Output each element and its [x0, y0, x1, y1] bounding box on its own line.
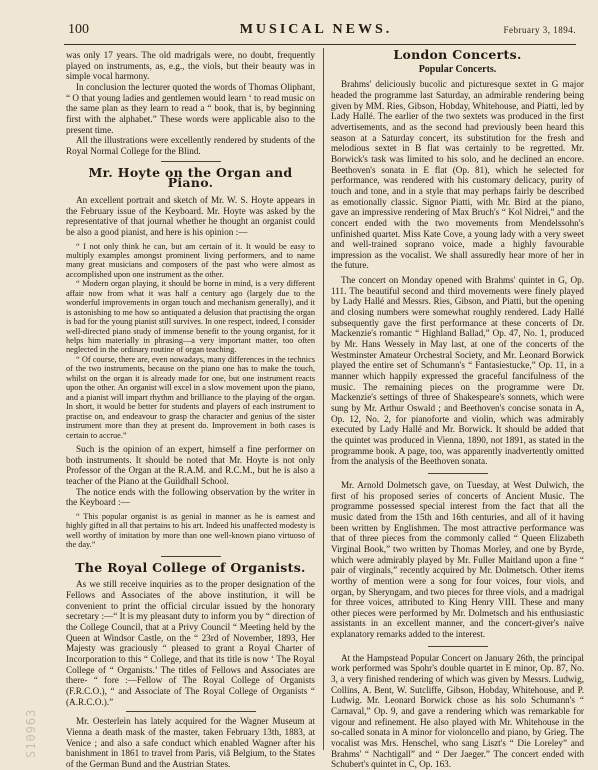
quote-paragraph: “ This popular organist is as genial in manner as he is earnest and highly gifted in all that pertains to his art. Indeed his unaffected modesty is well worthy of imitation by more than one well-known piano virtuoso of the day.”	[66, 511, 315, 550]
section-heading: London Concerts.	[393, 47, 522, 62]
header-rule	[64, 44, 576, 45]
paragraph: was only 17 years. The old madrigals were, no doubt, frequently played on instruments, as, e.g., the viols, but their beauty was in simple vocal harmony.	[66, 50, 315, 82]
paragraph: Such is the opinion of an expert, himself a fine performer on both instruments. It should be noted that Mr. Hoyte is not only Professor of the Organ at the R.A.M. and R.C.M., but he is also a teacher of the Piano at the Guildhall School.	[66, 444, 315, 486]
left-column	[66, 50, 315, 769]
paragraph: All the illustrations were excellently rendered by students of the Royal Normal College for the Blind.	[66, 135, 315, 156]
paragraph: The concert on Monday opened with Brahms' quintet in G, Op. 111. The beautiful second and third movements were finely played by Lady Hallé and Messrs. Ries, Gibson, and Piatti, but the opening and closing numbers were somewhat roughly rendered. Lady Hallé subsequently gave the first performance at these concerts of Dr. Mackenzie's romantic “ Highland Ballad,” Op. 47, No. 1, produced by Mr. Hans Wessely in May last, at one of the concerts of the Westminster Amateur Orchestral Society, and Mr. Leonard Borwick played the entire set of Schumann's “ Fantasiestucke,” Op. 11, in a manner which happily expressed the graceful fancifulness of the music. The remaining pieces on the programme were Dr. Mackenzie's settings of three of Shakespeare's sonnets, which were sung by Mr. Arthur Oswald ; and Beethoven's concise sonata in A, Op. 12, No. 2, for pianoforte and violin, which was admirably executed by Lady Hallé and Mr. Borwick. It should be added that the quintet was produced in Vienna, 1890, not 1891, as stated in the programme book. A page, too, was apparently inadvertently omitted from the analysis of the Beethoven sonata.	[331, 275, 584, 467]
library-stamp: S10963	[24, 708, 38, 758]
paragraph: An excellent portrait and sketch of Mr. W. S. Hoyte appears in the February issue of the Keyboard. Mr. Hoyte was asked by the representative of that journal whether he thought an organist could be also a good pianist, and here is his opinion :—	[66, 194, 315, 237]
quotation	[66, 512, 315, 550]
paragraph: In conclusion the lecturer quoted the words of Thomas Oliphant, “ O that young ladies and gentlemen would learn ‘ to read music on the same plan as they learn to read a “ book, that is, by beginning first with the alphabet.” These words were applicable also to the present time.	[66, 81, 315, 135]
publication-title: MUSICAL NEWS.	[239, 22, 393, 37]
paragraph: The notice ends with the following observation by the writer in the Keyboard :—	[66, 486, 315, 508]
page-number: 100	[68, 22, 89, 37]
quote-paragraph: “ Of course, there are, even nowadays, many differences in the technics of the two instruments, because on the piano one has to make the touch, whilst on the organ it is already made for one, but one instrument reacts upon the other. An organist will excel in a slow movement upon the piano, and a pianist will impart rhythm and brilliance to the playing of the organ. In short, it would be better for students and players of each instrument to practise on, and endeavour to grasp the character and genius of the sister instrument more than they at present do. Improvement in both cases is certain to accrue.”	[66, 354, 315, 440]
paragraph: Mr. Arnold Dolmetsch gave, on Tuesday, at West Dulwich, the first of his proposed series of concerts of Ancient Music. The programme possessed special interest from the fact that all the music dated from the 15th and 16th centuries, and all of it having been written by Englishmen. The most attractive performance was that of three pieces from the commonly called “ Queen Elizabeth Virginal Book,” two written by Thomas Morley, and one by Byrde, which were admirably played by Mr. Fuller Maitland upon a fine “ pair of virginals,” recently acquired by Mr. Dolmetsch. Other items worthy of mention were a song for four voices, four viols, and organ, by Sheryngam, and two pieces for three viols, and a madrigal for three voices, attributed to King Henry VIII. These and many other pieces were performed by Mr. Dolmetsch and his enthusiastic assistants in an excellent manner, and the concert-giver's naïve explanatory remarks added to the interest.	[331, 479, 584, 640]
quote-paragraph: “ Modern organ playing, it should be borne in mind, is a very different affair now from what it was half a century ago (largely due to the wonderful improvements in organ touch and mechanism generally), and it is astonishing to me how so antiquated a delusion that practising the organ is bad for the young pianist still survives. In one respect, indeed, I consider well-directed piano study of immense benefit to the young organist, for it helps him materially in phrasing—a very important matter, too often neglected in the ordinary routine of organ teaching.	[66, 279, 315, 355]
paragraph: Mr. Oesterlein has lately acquired for the Wagner Museum at Vienna a death mask of the master, taken February 13th, 1883, at Venice ; and also a safe conduct which enabled Wagner after his banishment in 1861 to travel from Paris, viâ Belgium, to the States of the German Bund and the Austrian States.	[66, 716, 315, 769]
paragraph: At the Hampstead Popular Concert on January 26th, the principal work performed was Spohr's double quartet in E minor, Op. 87, No. 3, a very finished rendering of which was given by Messrs. Ludwig, Collins, A. Bent, W. Sutcliffe, Gibson, Hobday, Whitehouse, and P. Ludwig. Mr. Leonard Borwick chose as his solo Schumann's “ Carnaval,” Op. 9, and gave a rendering which was remarkable for vigour and refinement. He also played with Mr. Whitehouse in the so-called sonata in A minor for violoncello and piano, by Grieg. The vocalist was Mrs. Henschel, who sang Liszt's “ Die Loreley” and Brahms' “ Nachtigall” and “ Der Jaeger.” The concert ended with Schubert's quintet in C, Op. 163.	[331, 652, 584, 770]
section-heading: Mr. Hoyte on the Organ and Piano.	[88, 164, 293, 191]
paragraph: Brahms' deliciously bucolic and picturesque sextet in G major headed the programme last Saturday, an admirable rendering being given by MM. Ries, Gibson, Hobday, Whitehouse, and Piatti, led by Lady Hallé. The earlier of the two sextets was produced in the first advertisements, and as the second had previously been heard this season at a Saturday concert, its substitution for the fresh and melodious sextet in B flat was certainly to be regretted. Mr. Borwick's task was limited to his solo, and he declined an encore. Beethoven's sonata in E flat (Op. 81), which he selected for performance, was rendered with his customary delicacy, purity of touch and tone, and in a style that may perhaps fairly be described as emotionally classic. Signor Piatti, with Mr. Bird at the piano, gave an impressive rendering of Max Bruch's “ Kol Nidrei,” and the concert ended with the two movements from Mendelssohn's unfinished quartet. Miss Kate Cove, a young lady with a very sweet and well-trained soprano voice, made a highly favourable impression as the vocalist. We shall assuredly hear more of her in the future.	[331, 79, 584, 271]
quotation	[66, 242, 315, 441]
column-divider	[323, 48, 324, 750]
sub-heading: Popular Concerts.	[418, 63, 497, 75]
paragraph: As we still receive inquiries as to the proper designation of the Fellows and Associates of the above institution, it will be convenient to print the official circular issued by the honorary secretary :—“ It is my pleasant duty to inform you by “ direction of the College Council, that at a Privy Council “ Meeting held by the Queen at Windsor Castle, on the “ 23rd of November, 1893, Her Majesty was graciously “ pleased to grant a Royal Charter of Incorporation to this “ College, and that its title is now ‘ The Royal College of “ Organists.’ The titles of Fellows and Associates are there- “ fore :—Fellow of The Royal College of Organists (F.R.C.O.), “ and Associate of The Royal College of Organists “ (A.R.C.O.).”	[66, 579, 315, 707]
section-heading: The Royal College of Organists.	[75, 559, 306, 575]
running-head	[56, 22, 576, 42]
right-column	[331, 47, 584, 770]
issue-date: February 3, 1894.	[503, 25, 576, 35]
quote-paragraph: “ I not only think he can, but am certain of it. It would be easy to multiply examples amongst prominent living performers, and to name many great musicians and composers of the past who were almost as accomplished upon one instrument as the other.	[66, 241, 315, 279]
